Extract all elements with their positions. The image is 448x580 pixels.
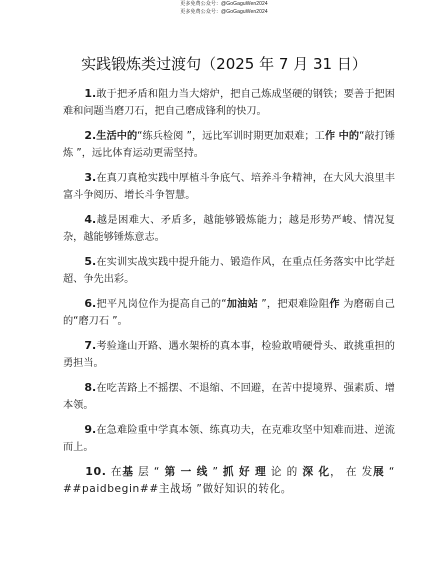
item-text: 在实训实战实践中提升能力、锻造作风，在重点任务落实中比学赶超、争先出彩。: [63, 257, 395, 285]
item-text: 考验逢山开路、遇水架桥的真本事，检验敢啃硬骨头、敢挑重担的勇担当。: [63, 341, 395, 369]
item-text: “ ##paidbegin##主战场 ”做好知识的转化。: [63, 466, 396, 495]
list-item: [63, 253, 395, 288]
item-bold-text: 作 中的: [324, 131, 360, 142]
item-number: 9.: [84, 423, 97, 436]
list-item: [63, 463, 395, 498]
item-bold-text: 作: [329, 299, 340, 310]
item-bold-text: 生活中的: [96, 131, 138, 142]
list-item: [63, 337, 395, 372]
item-bold-text: 基: [122, 466, 134, 478]
watermark-line-1: 更多免费公众号：@GoGaguWen2024: [180, 1, 268, 7]
item-text: 在急难险重中学真本领、练真功夫，在克难攻坚中知难而进、逆流而上。: [63, 425, 395, 453]
item-bold-text: 第 一 线: [159, 466, 209, 478]
item-text: 在真刀真枪实践中厚植斗争底气、培养斗争精神，在大风大浪里丰富斗争阅历、增长斗争智慧。: [63, 173, 395, 201]
list-item: [63, 211, 395, 246]
item-number: 4.: [84, 213, 97, 226]
item-text: ”: [208, 466, 223, 478]
list-item: [63, 421, 395, 456]
item-text: ”，把艰难险阻: [257, 299, 330, 310]
list-item: [63, 379, 395, 414]
item-text: 为磨砺自己的“磨刀石 ”。: [63, 299, 395, 327]
watermark-line-2: 更多免费公众号：@GoGaguWen2024: [180, 9, 268, 15]
item-number: 3.: [84, 171, 97, 184]
item-text: “练兵检阅 ”，远比军训时期更加艰难；工: [137, 131, 325, 142]
item-number: 10.: [85, 465, 107, 478]
item-bold-text: 展: [373, 466, 385, 478]
item-number: 1.: [84, 87, 97, 100]
page-title: 实践锻炼类过渡句（2025 年 7 月 31 日）: [81, 55, 367, 73]
item-number: 7.: [84, 339, 97, 352]
list-item: [63, 127, 395, 162]
list-item: [63, 85, 395, 120]
item-text: 越是困难大、矛盾多，越能够锻炼能力；越是形势严峻、情况复杂，越能够锤炼意志。: [63, 215, 395, 243]
document-body: [63, 85, 395, 505]
list-item: [63, 295, 395, 330]
item-bold-text: 加油站: [226, 299, 258, 310]
item-text: 在吃苦路上不摇摆、不退缩、不回避，在苦中提境界、强素质、增本领。: [63, 383, 395, 411]
item-bold-text: 抓 好 理: [222, 466, 267, 478]
item-text: 在: [106, 466, 123, 478]
item-number: 5.: [84, 255, 97, 268]
item-number: 6.: [84, 297, 97, 310]
item-text: ， 在 发: [330, 466, 374, 478]
item-text: “敲打锤炼 ”，远比体育运动更需坚持。: [63, 131, 396, 159]
list-item: [63, 169, 395, 204]
item-bold-text: 深 化: [302, 466, 331, 478]
item-number: 8.: [84, 381, 97, 394]
item-text: 敢于把矛盾和阻力当大熔炉，把自己炼成坚硬的钢铁；要善于把困难和问题当磨刀石，把自己磨成锋利的快刀。: [63, 89, 395, 117]
item-text: 把平凡岗位作为提高自己的“: [96, 299, 227, 310]
item-text: 层 “: [133, 466, 160, 478]
item-text: 论 的: [266, 466, 303, 478]
item-number: 2.: [84, 129, 97, 142]
